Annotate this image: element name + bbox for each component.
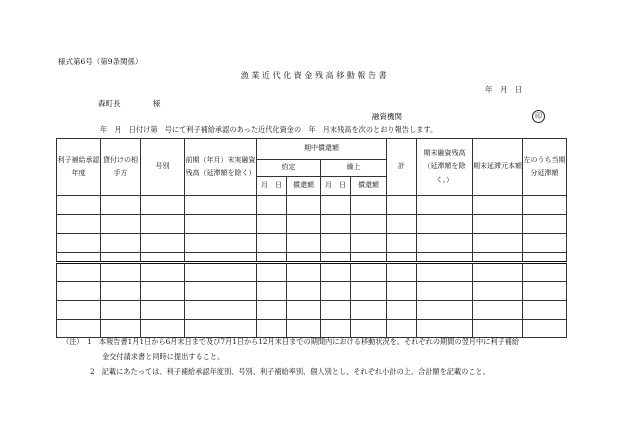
note-1: （注） 1 本報告書1月1日から6月末日まで及び7月1日から12月末日までの期間内における移動状況を、それぞれの期間の翌月中に利子補給 — [62, 337, 520, 346]
table-row — [57, 282, 567, 301]
intro-statement: 年 月 日付け第 号にて利子補給承認のあった近代化資金の 年 月末残高を次のとおり報告します。 — [100, 125, 438, 134]
header-prev-balance: 前期（年月）末実融資残高（延滞額を除く） — [185, 139, 257, 196]
note-1-continued: 金交付請求書と同時に提出すること。 — [102, 352, 225, 361]
table-row — [57, 301, 567, 320]
note-2: 2 記載にあたっては、利子補給承認年度別、号別、利子補給率別、個人別とし、それぞれ小計の上、合計額を記載のこと。 — [90, 367, 490, 376]
header-overdue: 期末延滞元本額 — [473, 139, 523, 196]
table-row — [57, 196, 567, 215]
report-date-line: 年 月 日 — [485, 85, 523, 94]
header-lendee: 貸付けの相手方 — [101, 139, 141, 196]
notes — [62, 334, 519, 379]
header-advance-amount: 償還額 — [351, 177, 387, 196]
document-title: 漁業近代化資金残高移動報告書 — [240, 71, 390, 80]
header-of-which: 左のうち当期分延滞額 — [523, 139, 567, 196]
seal-mark: 印 — [532, 110, 545, 123]
addressee: 森町長 様 — [98, 99, 161, 108]
table-row — [57, 263, 567, 282]
header-total: 計 — [387, 139, 417, 196]
balance-movement-table — [56, 138, 567, 338]
table-row — [57, 234, 567, 253]
header-scheduled: 約定 — [257, 160, 321, 177]
table-row — [57, 253, 567, 263]
header-advance: 繰上 — [321, 160, 387, 177]
header-scheduled-amount: 償還額 — [287, 177, 321, 196]
header-repayment-group: 期中償還額 — [257, 139, 387, 160]
lending-institution-label: 融資機関 — [372, 112, 402, 121]
table-row — [57, 215, 567, 234]
header-number: 号別 — [141, 139, 185, 196]
header-approval-year: 利子補給承認年度 — [57, 139, 101, 196]
header-end-balance: 期末融資残高（延滞額を除く。） — [417, 139, 473, 196]
header-scheduled-date: 月 日 — [257, 177, 287, 196]
form-number: 様式第6号（第9条関係） — [58, 57, 143, 66]
header-advance-date: 月 日 — [321, 177, 351, 196]
